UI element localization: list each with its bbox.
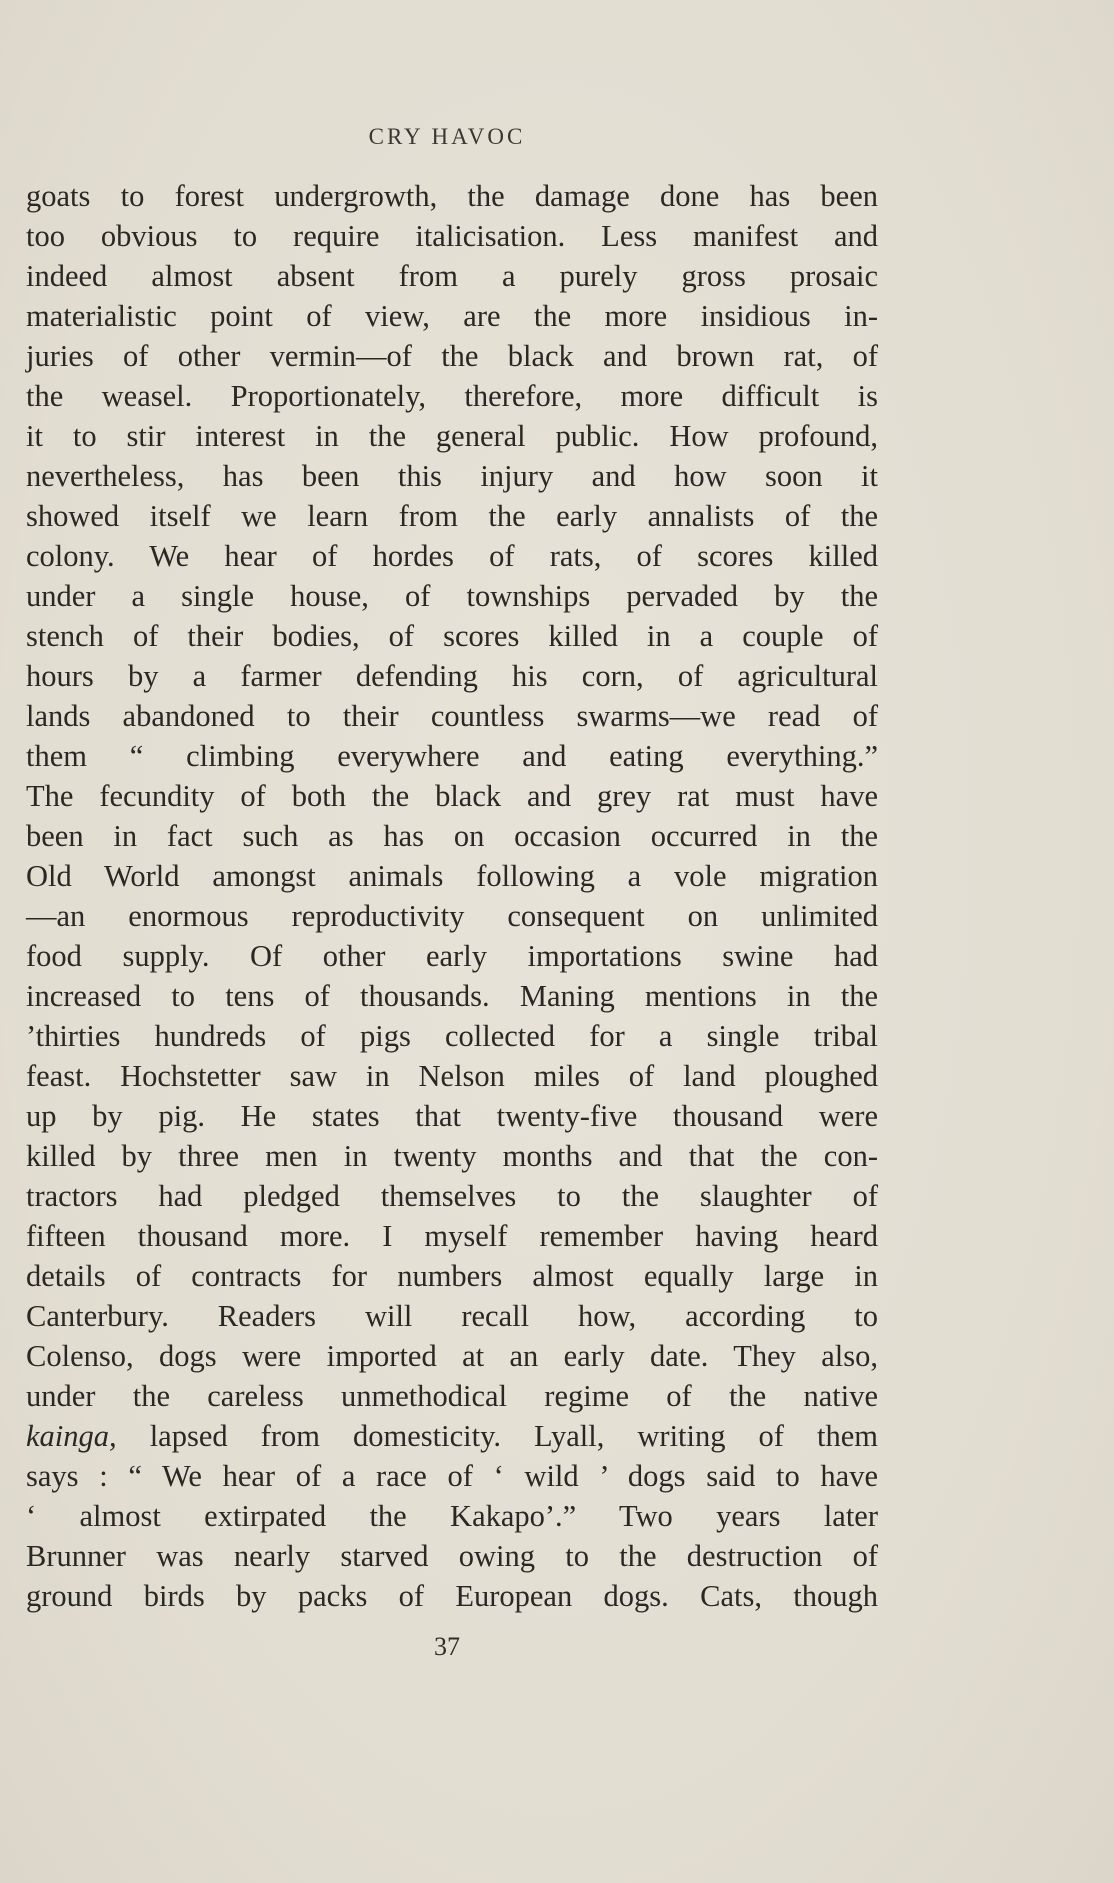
text-line: it to stir interest in the general public. How profound, bbox=[26, 419, 878, 453]
text-line: food supply. Of other early importations swine had bbox=[26, 939, 878, 973]
text-line: Old World amongst animals following a vole migration bbox=[26, 859, 878, 893]
text-line: hours by a farmer defending his corn, of agricultural bbox=[26, 659, 878, 693]
text-line: the weasel. Proportionately, therefore, more difficult is bbox=[26, 379, 878, 413]
text-line: Brunner was nearly starved owing to the destruction of bbox=[26, 1539, 878, 1573]
text-line: stench of their bodies, of scores killed in a couple of bbox=[26, 619, 878, 653]
text-line: showed itself we learn from the early annalists of the bbox=[26, 499, 878, 533]
text-line: details of contracts for numbers almost equally large in bbox=[26, 1259, 878, 1293]
page-number: 37 bbox=[434, 1632, 460, 1661]
text-line-kainga-rest: lapsed from domesticity. Lyall, writing of them bbox=[116, 1419, 878, 1453]
text-line: goats to forest undergrowth, the damage done has been bbox=[26, 179, 878, 213]
text-line: indeed almost absent from a purely gross prosaic bbox=[26, 259, 878, 293]
text-line: nevertheless, has been this injury and how soon it bbox=[26, 459, 878, 493]
text-line: increased to tens of thousands. Maning mentions in the bbox=[26, 979, 878, 1013]
text-line: says : “ We hear of a race of ‘ wild ’ dogs said to have bbox=[26, 1459, 878, 1493]
running-head: CRY HAVOC bbox=[368, 124, 526, 149]
text-line: under a single house, of townships pervaded by the bbox=[26, 579, 878, 613]
italic-word-kainga: kainga, bbox=[26, 1419, 117, 1453]
text-line-kainga bbox=[26, 1416, 878, 1456]
text-line: ’thirties hundreds of pigs collected for a single tribal bbox=[26, 1019, 878, 1053]
text-line: materialistic point of view, are the more insidious in- bbox=[26, 299, 878, 333]
text-line: them “ climbing everywhere and eating everything.” bbox=[26, 739, 878, 773]
text-line: ‘ almost extirpated the Kakapo’.” Two years later bbox=[26, 1499, 878, 1533]
text-line: too obvious to require italicisation. Less manifest and bbox=[26, 219, 878, 253]
text-line: The fecundity of both the black and grey rat must have bbox=[26, 779, 878, 813]
text-line: feast. Hochstetter saw in Nelson miles of land ploughed bbox=[26, 1059, 878, 1093]
text-line: Colenso, dogs were imported at an early date. They also, bbox=[26, 1339, 878, 1373]
text-line: tractors had pledged themselves to the slaughter of bbox=[26, 1179, 878, 1213]
text-line: up by pig. He states that twenty-five thousand were bbox=[26, 1099, 878, 1133]
text-line: under the careless unmethodical regime of the native bbox=[26, 1379, 878, 1413]
text-line: juries of other vermin—of the black and brown rat, of bbox=[26, 339, 878, 373]
text-line: ground birds by packs of European dogs. Cats, though bbox=[26, 1579, 878, 1613]
body-text bbox=[26, 176, 878, 1616]
text-line: lands abandoned to their countless swarms—we read of bbox=[26, 699, 878, 733]
text-line: fifteen thousand more. I myself remember having heard bbox=[26, 1219, 878, 1253]
text-line: colony. We hear of hordes of rats, of scores killed bbox=[26, 539, 878, 573]
text-line: been in fact such as has on occasion occurred in the bbox=[26, 819, 878, 853]
text-line: killed by three men in twenty months and that the con- bbox=[26, 1139, 878, 1173]
text-line: Canterbury. Readers will recall how, according to bbox=[26, 1299, 878, 1333]
text-line: —an enormous reproductivity consequent on unlimited bbox=[26, 899, 878, 933]
